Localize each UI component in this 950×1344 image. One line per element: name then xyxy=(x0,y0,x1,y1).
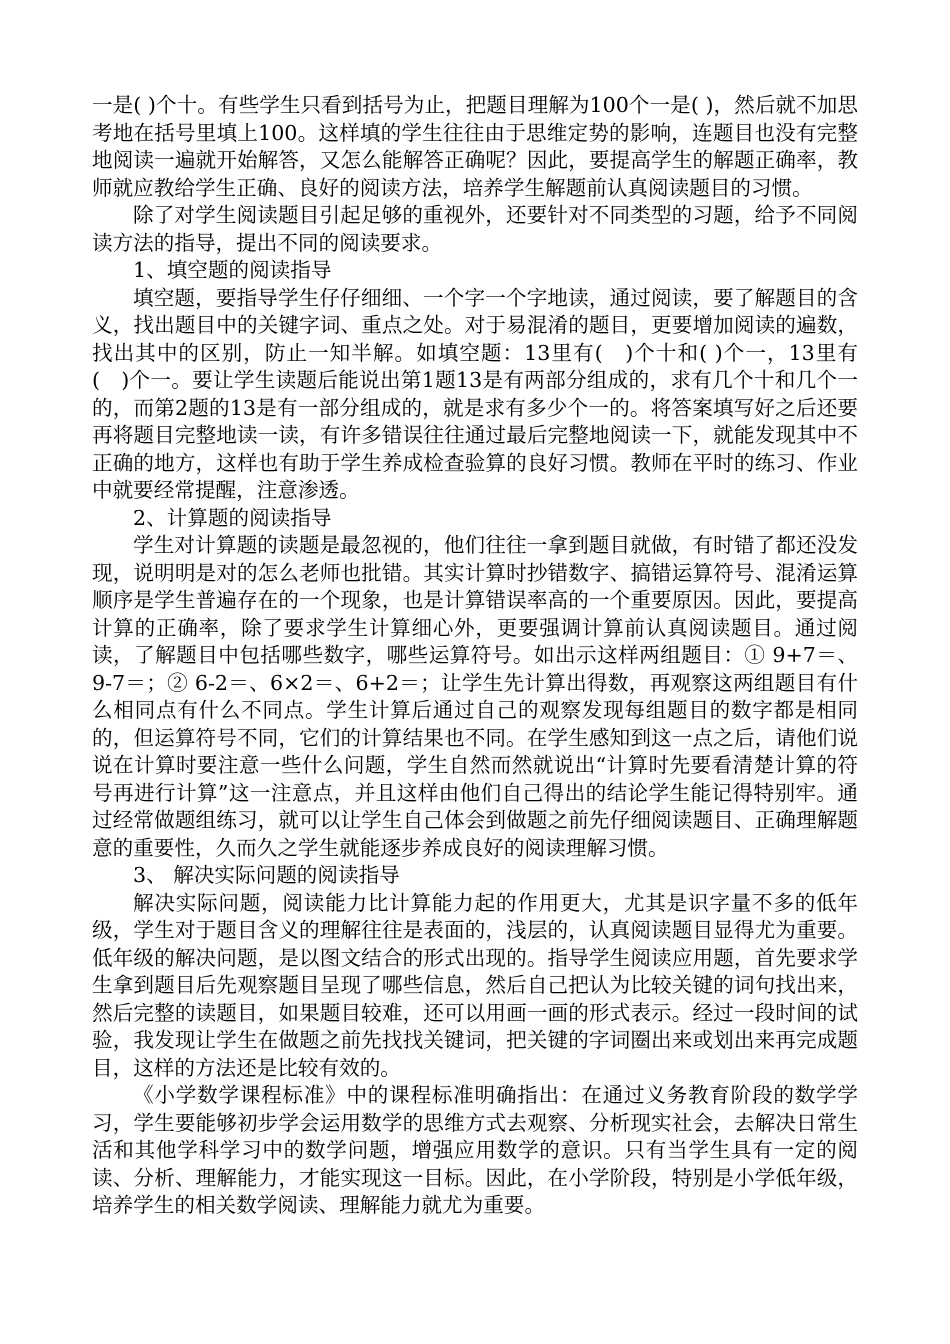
paragraph-fill-in-blank: 填空题，要指导学生仔仔细细、一个字一个字地读，通过阅读，要了解题目的含义，找出题目中的关键字词、重点之处。对于易混淆的题目，更要增加阅读的遍数，找出其中的区别，防止一知半解。如填空题：13里有( )个十和( )个一，13里有( )个一。要让学生读题后能说出第1题13是有两部分组成的，求有几个十和几个一的，而第2题的13是有一部分组成的，就是求有多少个一的。将答案填写好之后还要再将题目完整地读一读，有许多错误往往通过最后完整地阅读一下，就能发现其中不正确的地方，这样也有助于学生养成检查验算的良好习惯。教师在平时的练习、作业中就要经常提醒，注意渗透。 xyxy=(92,285,858,502)
document-page xyxy=(92,92,858,1220)
paragraph-curriculum-standard: 《小学数学课程标准》中的课程标准明确指出：在通过义务教育阶段的数学学习，学生要能够初步学会运用数学的思维方式去观察、分析现实社会，去解决日常生活和其他学科学习中的数学问题，增强应用数学的意识。只有当学生具有一定的阅读、分析、理解能力，才能实现这一目标。因此，在小学阶段，特别是小学低年级，培养学生的相关数学阅读、理解能力就尤为重要。 xyxy=(92,1083,858,1217)
paragraph-practical-problems: 解决实际问题，阅读能力比计算能力起的作用更大，尤其是识字量不多的低年级，学生对于题目含义的理解往往是表面的，浅层的，认真阅读题目显得尤为重要。低年级的解决问题，是以图文结合的形式出现的。指导学生阅读应用题，首先要求学生拿到题目后先观察题目呈现了哪些信息，然后自己把认为比较关键的词句找出来，然后完整的读题目，如果题目较难，还可以用画一画的形式表示。经过一段时间的试验，我发现让学生在做题之前先找找关键词，把关键的字词圈出来或划出来再完成题目，这样的方法还是比较有效的。 xyxy=(92,890,858,1080)
section-heading-calculation: 2、计算题的阅读指导 xyxy=(133,505,332,530)
section-heading-fill-in-blank: 1、填空题的阅读指导 xyxy=(133,258,332,282)
paragraph-continued-intro: 一是( )个十。有些学生只看到括号为止，把题目理解为100个一是( )，然后就不加思考地在括号里填上100。这样填的学生往往由于思维定势的影响，连题目也没有完整地阅读一遍就开始解答，又怎么能解答正确呢？因此，要提高学生的解题正确率，教师就应教给学生正确、良好的阅读方法，培养学生解题前认真阅读题目的习惯。 xyxy=(92,93,858,200)
section-heading-practical-problems: 3、 解决实际问题的阅读指导 xyxy=(133,863,400,887)
paragraph-reading-requirements: 除了对学生阅读题目引起足够的重视外，还要针对不同类型的习题，给予不同阅读方法的指导，提出不同的阅读要求。 xyxy=(92,203,858,255)
paragraph-calculation: 学生对计算题的读题是最忽视的，他们往往一拿到题目就做，有时错了都还没发现，说明明是对的怎么老师也批错。其实计算时抄错数字、搞错运算符号、混淆运算顺序是学生普遍存在的一个现象，也是计算错误率高的一个重要原因。因此，要提高计算的正确率，除了要求学生计算细心外，更要强调计算前认真阅读题目。通过阅读，了解题目中包括哪些数字，哪些运算符号。如出示这样两组题目：① 9+7＝、9-7＝；② 6-2＝、6×2＝、6+2＝；让学生先计算出得数，再观察这两组题目有什么相同点有什么不同点。学生计算后通过自己的观察发现每组题目的数字都是相同的，但运算符号不同，它们的计算结果也不同。在学生感知到这一点之后，请他们说说在计算时要注意一些什么问题，学生自然而然就说出“计算时先要看清楚计算的符号再进行计算”这一注意点，并且这样由他们自己得出的结论学生能记得特别牢。通过经常做题组练习，就可以让学生自己体会到做题之前先仔细阅读题目、正确理解题意的重要性，久而久之学生就能逐步养成良好的阅读理解习惯。 xyxy=(92,533,858,860)
